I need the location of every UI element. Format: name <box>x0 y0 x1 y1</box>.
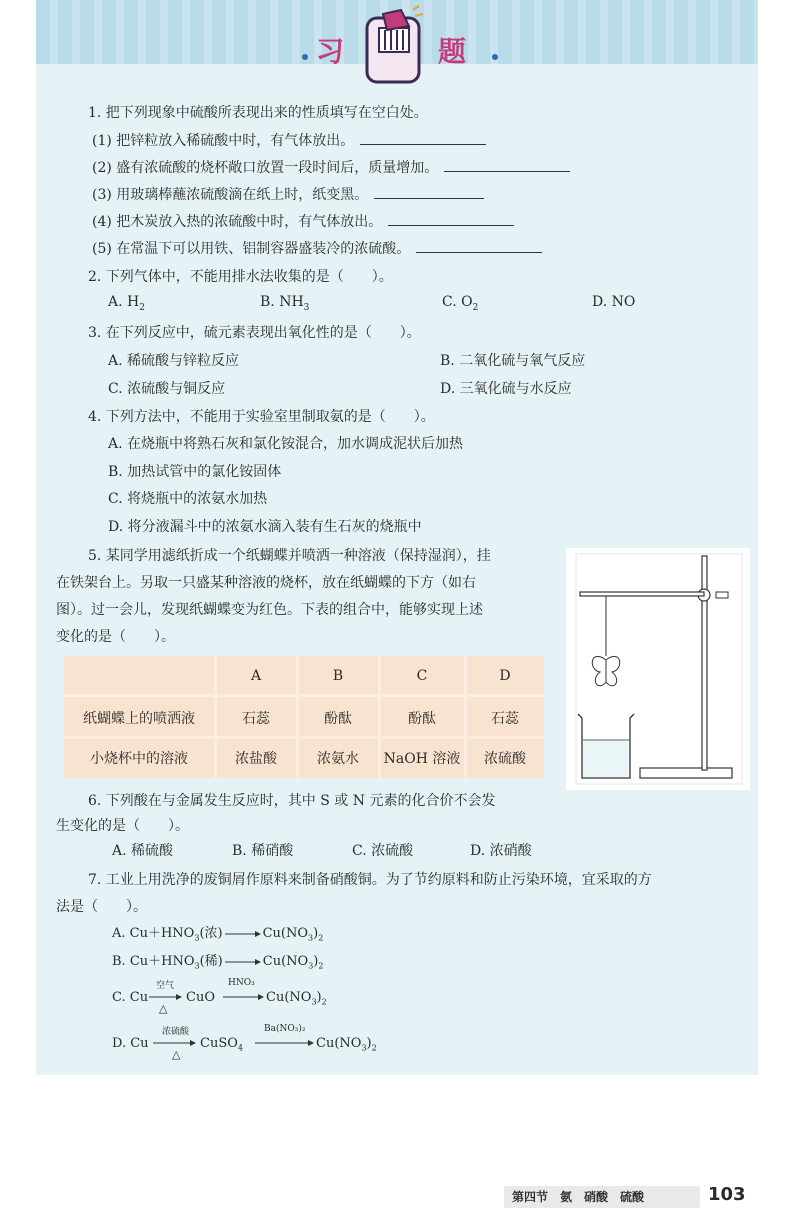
table-cell: 石蕊 <box>242 711 270 727</box>
q6-option-c[interactable]: C. 浓硫酸 <box>352 843 414 859</box>
header-title-right: 题 <box>438 35 467 68</box>
q1-stem: 1. 把下列现象中硫酸所表现出来的性质填写在空白处。 <box>88 105 428 121</box>
answer-blank[interactable] <box>416 240 542 253</box>
heat-symbol: △ <box>172 1048 181 1061</box>
table-divider <box>64 694 544 697</box>
q4-option-a[interactable]: A. 在烧瓶中将熟石灰和氯化铵混合，加水调成泥状后加热 <box>108 436 464 452</box>
q3-option-b[interactable]: B. 二氧化硫与氧气反应 <box>440 353 586 369</box>
table-row-label: 小烧杯中的溶液 <box>90 751 188 767</box>
q7-option-c[interactable]: C. Cu 空气 △ CuO HNO₃ $Cu(NO_3)_2$ <box>112 978 327 1015</box>
arrow-condition-label: 空气 <box>156 981 175 991</box>
q5-line-4: 变化的是（ ）。 <box>56 629 175 645</box>
header-dot-right <box>492 54 498 60</box>
arrow-condition-label: Ba(NO₃)₂ <box>264 1024 306 1034</box>
apparatus-figure <box>566 548 750 790</box>
answer-blank[interactable] <box>374 186 484 199</box>
table-divider <box>64 736 544 739</box>
table-cell: 浓硫酸 <box>484 751 526 767</box>
q7-option-d[interactable]: D. Cu 浓硫酸 △ CuSO$_4$ Ba(NO₃)₂ $Cu(NO_3)_2$ <box>112 1024 377 1061</box>
section-footer: 第四节 氨 硝酸 硫酸 <box>504 1186 700 1208</box>
table-header-b: B <box>332 668 344 684</box>
q1-item-1: (1) 把锌粒放入稀硫酸中时，有气体放出。 <box>92 130 486 150</box>
reaction-arrow-icon <box>152 1038 198 1048</box>
reaction-arrow-icon <box>254 1038 316 1048</box>
q6-option-b[interactable]: B. 稀硝酸 <box>232 843 294 859</box>
table-cell: 浓盐酸 <box>235 751 277 767</box>
q6-line-2: 生变化的是（ ）。 <box>56 818 189 834</box>
q2-option-b[interactable]: B. $NH_3$ <box>260 294 310 313</box>
answer-blank[interactable] <box>360 132 486 145</box>
answer-blank[interactable] <box>388 213 514 226</box>
table-header-a: A <box>250 668 262 684</box>
table-cell: 酚酞 <box>324 711 352 727</box>
q3-option-c[interactable]: C. 浓硫酸与铜反应 <box>108 381 226 397</box>
q1-item-3: (3) 用玻璃棒蘸浓硫酸滴在纸上时，纸变黑。 <box>92 184 484 204</box>
table-cell: 浓氨水 <box>317 751 359 767</box>
combination-table <box>64 656 544 778</box>
reaction-arrow-icon <box>223 929 263 939</box>
q7-option-a[interactable]: A. $Cu+HNO_3$(浓) $Cu(NO_3)_2$ <box>112 926 324 943</box>
q3-option-a[interactable]: A. 稀硫酸与锌粒反应 <box>108 353 240 369</box>
q4-option-b[interactable]: B. 加热试管中的氯化铵固体 <box>108 464 282 480</box>
q2-stem: 2. 下列气体中，不能用排水法收集的是（ ）。 <box>88 269 393 285</box>
header-title-left: 习 <box>316 35 345 68</box>
table-header-c: C <box>416 668 428 684</box>
q7-line-1: 7. 工业上用洗净的废铜屑作原料来制备硝酸铜。为了节约原料和防止污染环境，宜采取的方 <box>88 872 652 888</box>
q6-line-1: 6. 下列酸在与金属发生反应时，其中 S 或 N 元素的化合价不会发 <box>88 793 496 809</box>
q2-options <box>108 294 668 314</box>
q5-line-2: 在铁架台上。另取一只盛某种溶液的烧杯，放在纸蝴蝶的下方（如右 <box>56 575 476 591</box>
reaction-arrow-icon <box>222 992 266 1002</box>
q3-option-d[interactable]: D. 三氧化硫与水反应 <box>440 381 572 397</box>
q2-option-a[interactable]: A. $H_2$ <box>108 294 145 313</box>
q3-stem: 3. 在下列反应中，硫元素表现出氧化性的是（ ）。 <box>88 325 421 341</box>
table-cell: NaOH 溶液 <box>383 751 461 767</box>
reaction-arrow-icon <box>148 992 184 1002</box>
q2-option-c[interactable]: C. $O_2$ <box>442 294 479 313</box>
q5-line-1: 5. 某同学用滤纸折成一个纸蝴蝶并喷洒一种溶液（保持湿润），挂 <box>88 548 491 564</box>
arrow-condition-label: 浓硫酸 <box>162 1027 190 1037</box>
reaction-arrow-icon <box>223 957 263 967</box>
header-dot-left <box>302 54 308 60</box>
page-number: 103 <box>708 1184 746 1205</box>
heat-symbol: △ <box>159 1002 168 1015</box>
q6-option-a[interactable]: A. 稀硫酸 <box>112 843 174 859</box>
q5-line-3: 图）。过一会儿，发现纸蝴蝶变为红色。下表的组合中，能够实现上述 <box>56 602 483 618</box>
table-header-d: D <box>499 668 511 684</box>
notebook-icon <box>357 4 429 88</box>
q4-stem: 4. 下列方法中，不能用于实验室里制取氨的是（ ）。 <box>88 409 435 425</box>
table-row-label: 纸蝴蝶上的喷洒液 <box>83 711 195 727</box>
arrow-condition-label: HNO₃ <box>228 978 255 988</box>
answer-blank[interactable] <box>444 159 570 172</box>
q6-options <box>112 840 572 860</box>
q1-item-4: (4) 把木炭放入热的浓硫酸中时，有气体放出。 <box>92 211 514 231</box>
q7-option-b[interactable]: B. $Cu+HNO_3$(稀) $Cu(NO_3)_2$ <box>112 954 324 971</box>
q7-line-2: 法是（ ）。 <box>56 899 147 915</box>
q4-option-c[interactable]: C. 将烧瓶中的浓氨水加热 <box>108 491 268 507</box>
table-cell: 酚酞 <box>408 711 436 727</box>
q4-option-d[interactable]: D. 将分液漏斗中的浓氨水滴入装有生石灰的烧瓶中 <box>108 519 422 535</box>
table-cell: 石蕊 <box>491 711 519 727</box>
q2-option-d[interactable]: D. NO <box>592 294 636 310</box>
q1-item-2: (2) 盛有浓硫酸的烧杯敞口放置一段时间后，质量增加。 <box>92 157 570 177</box>
q1-item-5: (5) 在常温下可以用铁、铝制容器盛装冷的浓硫酸。 <box>92 238 542 258</box>
q6-option-d[interactable]: D. 浓硝酸 <box>470 843 532 859</box>
iron-stand-diagram <box>566 548 750 790</box>
